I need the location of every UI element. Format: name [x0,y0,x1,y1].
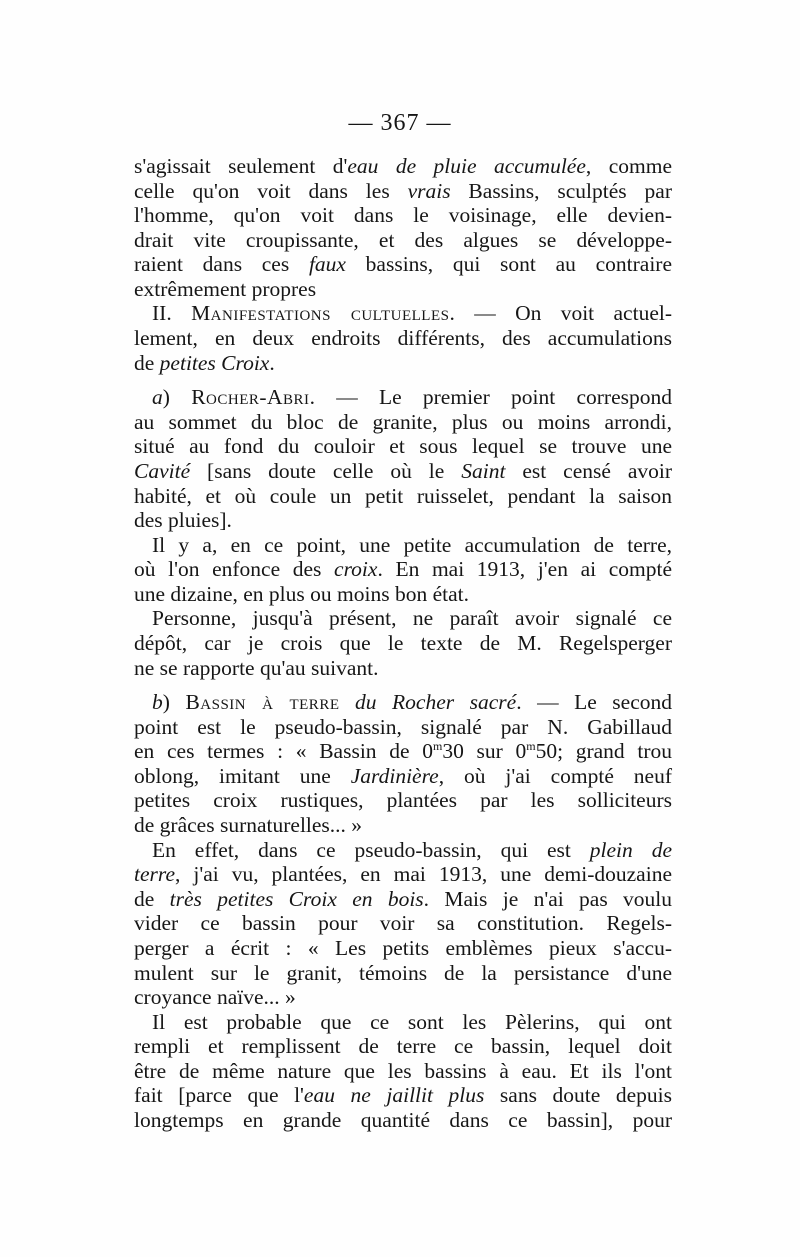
text-line: ne se rapporte qu'au suivant. [134,655,379,680]
text-line: drait vite croupissante, et des algues se développe- [134,227,672,252]
text-line: Il y a, en ce point, une petite accumulation de terre, [152,532,672,557]
text-line: en ces termes : « Bassin de 0$^m$30 sur 0$^m$50; grand trou [134,739,672,764]
text-line: une dizaine, en plus ou moins bon état. [134,581,469,606]
text-line: de grâces surnaturelles... » [134,813,363,838]
text-line: Cavité [sans doute celle où le Saint est censé avoir [134,458,672,483]
text-line: longtemps en grande quantité dans ce bassin], pour [134,1107,672,1132]
text-line: vider ce bassin pour voir sa constitution. Regels- [134,911,672,936]
text-line: perger a écrit : « Les petits emblèmes pieux s'accu- [134,935,672,960]
text-line: des pluies]. [134,508,232,533]
text-line: petites croix rustiques, plantées par les solliciteurs [134,788,672,813]
text-line: Il est probable que ce sont les Pèlerins, qui ont [152,1009,672,1034]
text-line: de petites Croix. [134,350,275,375]
page-number: — 367 — [348,110,452,136]
text-line: être de même nature que les bassins à eau. Et ils l'ont [134,1058,672,1083]
text-line: mulent sur le granit, témoins de la persistance d'une [134,960,672,985]
text-line: l'homme, qu'on voit dans le voisinage, elle devien- [134,203,672,228]
subsection-heading: Rocher-Abri [191,385,310,410]
subsection-heading-line: b) Bassin à terre du Rocher sacré. — Le second [152,690,672,715]
text-line: lement, en deux endroits différents, des accumulations [134,326,672,351]
text-line: croyance naïve... » [134,985,296,1010]
text-line: rempli et remplissent de terre ce bassin, lequel doit [134,1034,672,1059]
text-line: fait [parce que l'eau ne jaillit plus sans doute depuis [134,1083,672,1108]
text-line: Personne, jusqu'à présent, ne paraît avoir signalé ce [152,606,672,631]
text-line: oblong, imitant une Jardinière, où j'ai compté neuf [134,763,672,788]
text-line: au sommet du bloc de granite, plus ou moins arrondi, [134,409,672,434]
text-line: de très petites Croix en bois. Mais je n'ai pas voulu [134,886,673,911]
text-line: raient dans ces faux bassins, qui sont au contraire [134,252,672,277]
text-line: habité, et où coule un petit ruisselet, pendant la saison [134,483,672,508]
text-line: celle qu'on voit dans les vrais Bassins, sculptés par [134,178,672,203]
text-line: situé au fond du couloir et sous lequel se trouve une [134,434,672,459]
text-line: où l'on enfonce des croix. En mai 1913, j'en ai compté [134,557,672,582]
section-heading: Manifestations cultuelles [191,301,450,326]
text-line: terre, j'ai vu, plantées, en mai 1913, une demi-douzaine [134,862,672,887]
text-line: extrêmement propres [134,276,317,301]
body-text [134,154,672,1133]
subsection-heading: Bassin à terre [185,690,340,715]
text-line: dépôt, car je crois que le texte de M. Regelsperger [134,630,672,655]
text-line: s'agissait seulement d'eau de pluie accumulée, comme [134,154,672,178]
text-line: En effet, dans ce pseudo-bassin, qui est plein de [152,837,672,862]
subsection-heading-line: a) Rocher-Abri. — Le premier point correspond [152,385,672,410]
text-line: point est le pseudo-bassin, signalé par N. Gabillaud [134,714,672,739]
section-heading-line: II. Manifestations cultuelles. — On voit actuel- [152,301,672,326]
